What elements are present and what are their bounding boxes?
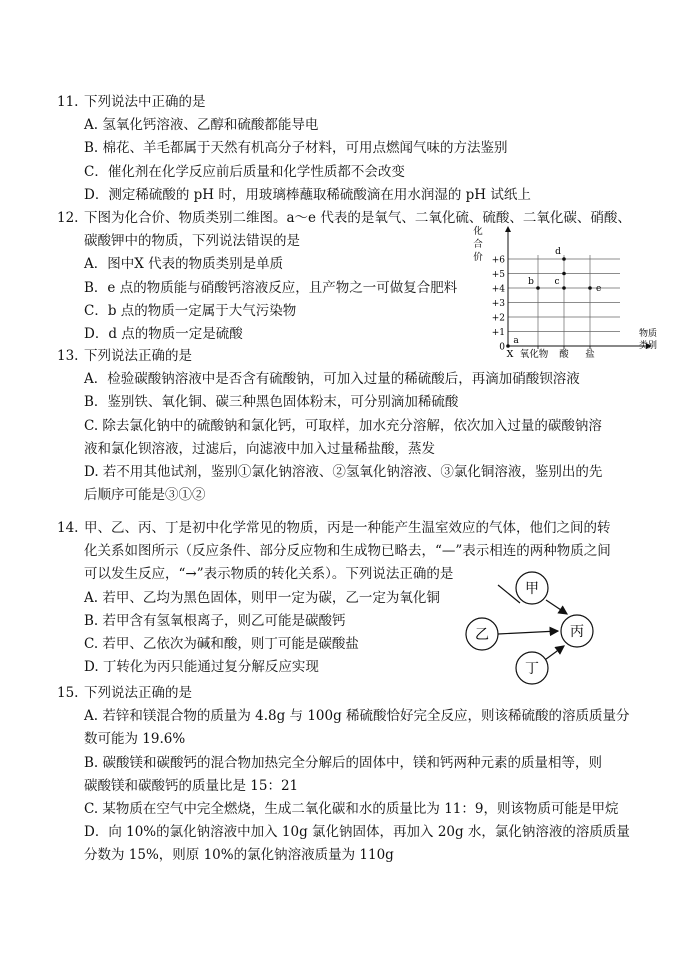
answer-option: 分数为 15%，则原 10%的氯化钠溶液质量为 110g [84,847,394,864]
question-stem: 下图为化合价、物质类别二维图。a～e 代表的是氧气、二氧化硫、硫酸、二氧化碳、硝酸、 [84,210,631,226]
y-axis-label: 价 [473,252,483,263]
answer-option: D. 若不用其他试剂，鉴别①氯化钠溶液、②氢氧化钠溶液、③氯化铜溶液，鉴别出的先 [84,464,603,480]
question-stem: 下列说法正确的是 [84,348,192,364]
x-category-label: 氧化物 [519,349,549,360]
chart-point-label: b [528,277,534,287]
answer-option: D. 丁转化为丙只能通过复分解反应实现 [84,659,319,676]
relation-diagram [460,565,610,695]
answer-option: B．鉴别铁、氧化铜、碳三种黑色固体粉末，可分别滴加稀硫酸 [84,394,459,411]
question-number: 15. [57,685,79,701]
question-stem: 下列说法正确的是 [84,685,192,701]
answer-option: D．d 点的物质一定是硫酸 [84,326,243,342]
answer-option: C. 若甲、乙依次为碱和酸，则丁可能是碳酸盐 [84,636,359,652]
y-tick-label: +5 [491,270,505,280]
answer-option: B. 棉花、羊毛都属于天然有机高分子材料，可用点燃闻气味的方法鉴别 [84,140,508,157]
answer-option: C．b 点的物质一定属于大气污染物 [84,302,297,319]
answer-option: B. 若甲含有氢氧根离子，则乙可能是碳酸钙 [84,612,346,629]
y-tick-label: +2 [491,313,505,324]
answer-option: A. 若甲、乙均为黑色固体，则甲一定为碳，乙一定为氧化铜 [84,589,440,606]
answer-option: B. 碳酸镁和碳酸钙的混合物加热完全分解后的固体中，镁和钙两种元素的质量相等，则 [84,754,603,771]
y-tick-label: +6 [491,255,505,266]
x-category-label: 盐 [585,349,595,360]
y-axis-label: 合 [473,239,483,250]
chart-point-e [588,286,592,290]
node-label: 丁 [525,661,539,677]
chart-point-a [506,344,510,348]
answer-option: 碳酸镁和碳酸钙的质量比是 15：21 [84,777,299,794]
answer-option: B．e 点的物质能与硝酸钙溶液反应，且产物之一可做复合肥料 [84,279,458,296]
x-axis-label: 物质 [638,329,658,339]
y-axis-arrow [505,226,511,232]
chart-point-b [536,286,540,290]
answer-option: A．检验碳酸钠溶液中是否含有硫酸钠，可加入过量的稀硫酸后，再滴加硝酸钡溶液 [84,371,580,388]
answer-option: 液和氯化钡溶液，过滤后，向滤液中加入过量稀盐酸，蒸发 [84,440,435,457]
chart-point-label: d [555,247,561,257]
node-label: 丙 [570,624,584,640]
answer-option: C．催化剂在化学反应前后质量和化学性质都不会改变 [84,163,405,180]
chart-point-label: a [513,336,519,346]
answer-option: C. 除去氯化钠中的硫酸钠和氯化钙，可取样，加水充分溶解，依次加入过量的碳酸钠溶 [84,417,602,434]
x-category-label: 酸 [559,349,569,360]
question-number: 11. [57,94,79,110]
valence-class-chart [460,222,658,360]
y-axis-label: 化 [473,226,483,237]
edge-yi-bing [498,631,558,634]
chart-point-label: c [554,277,560,287]
chart-point-c [562,286,566,290]
y-tick-label: 0 [499,342,505,353]
y-tick-label: +1 [491,328,505,338]
answer-option: D．测定稀硫酸的 pH 时，用玻璃棒蘸取稀硫酸滴在用水润湿的 pH 试纸上 [84,186,531,203]
node-label: 乙 [475,627,489,643]
question-stem: 碳酸钾中的物质，下列说法错误的是 [84,233,300,250]
chart-point [562,272,566,276]
answer-option: 后顺序可能是③①② [84,487,206,504]
y-tick-label: +4 [491,284,505,295]
answer-option: A. 若锌和镁混合物的质量为 4.8g 与 100g 稀硫酸恰好完全反应，则该稀硫酸的溶质质量分 [84,708,630,725]
question-stem: 下列说法中正确的是 [84,94,206,110]
question-number: 13. [57,348,79,364]
answer-option: 数可能为 19.6% [84,731,186,748]
question-stem: 化关系如图所示（反应条件、部分反应物和生成物已略去，“—”表示相连的两种物质之间 [84,543,611,560]
y-tick-label: +3 [491,299,505,309]
answer-option: A．图中X 代表的物质类别是单质 [84,256,284,273]
chart-point-d [562,257,566,261]
question-stem: 甲、乙、丙、丁是初中化学常见的物质，丙是一种能产生温室效应的气体，他们之间的转 [84,520,611,536]
answer-option: D．向 10%的氯化钠溶液中加入 10g 氯化钠固体，再加入 20g 水，氯化钠溶液的溶质质量 [84,824,630,841]
edge-jia-bing [546,600,567,614]
question-stem: 可以发生反应，“→”表示物质的转化关系）。下列说法正确的是 [84,566,454,583]
question-number: 12. [57,210,79,226]
x-axis-label: 类别 [638,341,658,351]
node-label: 甲 [525,581,539,597]
x-category-label: X [506,349,514,360]
chart-point-label: e [596,284,602,294]
answer-option: A. 氢氧化钙溶液、乙醇和硫酸都能导电 [84,117,319,134]
answer-option: C. 某物质在空气中完全燃烧，生成二氧化碳和水的质量比为 11：9，则该物质可能是甲烷 [84,801,619,817]
question-number: 14. [57,520,79,536]
